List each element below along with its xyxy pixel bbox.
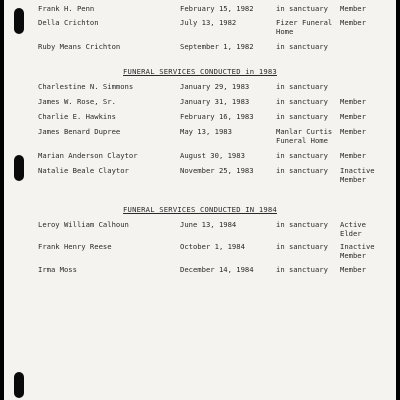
record-status: Member: [340, 4, 366, 13]
record-place: in sanctuary: [276, 4, 328, 13]
record-name: Frank Henry Reese: [38, 242, 112, 251]
record-row: [4, 166, 396, 188]
record-row: [4, 18, 396, 40]
record-date: November 25, 1983: [180, 166, 254, 175]
record-status: Member: [340, 151, 366, 160]
record-status: Active Elder: [340, 220, 366, 238]
record-name: Natalie Beale Claytor: [38, 166, 129, 175]
record-status: Member: [340, 127, 366, 136]
record-date: February 16, 1983: [180, 112, 254, 121]
record-name: Marian Anderson Claytor: [38, 151, 138, 160]
record-status: Member: [340, 265, 366, 274]
section-heading-1983: FUNERAL SERVICES CONDUCTED in 1983: [123, 67, 277, 76]
record-name: James Benard Dupree: [38, 127, 121, 136]
record-date: June 13, 1984: [180, 220, 237, 229]
record-place: in sanctuary: [276, 151, 328, 160]
record-date: February 15, 1982: [180, 4, 254, 13]
funeral-record-list: [4, 0, 396, 400]
record-place: in sanctuary: [276, 242, 328, 251]
record-status: Member: [340, 18, 366, 27]
record-name: Irma Moss: [38, 265, 77, 274]
record-status: Inactive Member: [340, 242, 375, 260]
record-date: July 13, 1982: [180, 18, 237, 27]
record-place: in sanctuary: [276, 112, 328, 121]
record-name: Charlie E. Hawkins: [38, 112, 116, 121]
record-row: [4, 42, 396, 64]
record-name: Ruby Means Crichton: [38, 42, 121, 51]
record-status: Member: [340, 112, 366, 121]
record-name: Charlestine N. Simmons: [38, 82, 134, 91]
record-place: in sanctuary: [276, 265, 328, 274]
record-date: September 1, 1982: [180, 42, 254, 51]
record-status: Inactive Member: [340, 166, 375, 184]
record-date: May 13, 1983: [180, 127, 232, 136]
record-row: [4, 220, 396, 242]
record-place: in sanctuary: [276, 42, 328, 51]
record-name: James W. Rose, Sr.: [38, 97, 116, 106]
record-date: January 29, 1983: [180, 82, 250, 91]
record-place: Manlar Curtis Funeral Home: [276, 127, 333, 145]
record-place: in sanctuary: [276, 97, 328, 106]
record-date: January 31, 1983: [180, 97, 250, 106]
record-place: Fizer Funeral Home: [276, 18, 333, 36]
record-status: Member: [340, 97, 366, 106]
record-name: Della Crichton: [38, 18, 99, 27]
record-name: Frank H. Penn: [38, 4, 95, 13]
record-name: Leroy William Calhoun: [38, 220, 129, 229]
record-place: in sanctuary: [276, 82, 328, 91]
record-place: in sanctuary: [276, 166, 328, 175]
record-date: October 1, 1984: [180, 242, 245, 251]
record-row: [4, 242, 396, 264]
section-heading-1984: FUNERAL SERVICES CONDUCTED IN 1984: [123, 205, 277, 214]
document-page: [4, 0, 396, 400]
record-date: August 30, 1983: [180, 151, 245, 160]
record-place: in sanctuary: [276, 220, 328, 229]
record-row: [4, 127, 396, 149]
record-date: December 14, 1984: [180, 265, 254, 274]
record-row: [4, 265, 396, 287]
